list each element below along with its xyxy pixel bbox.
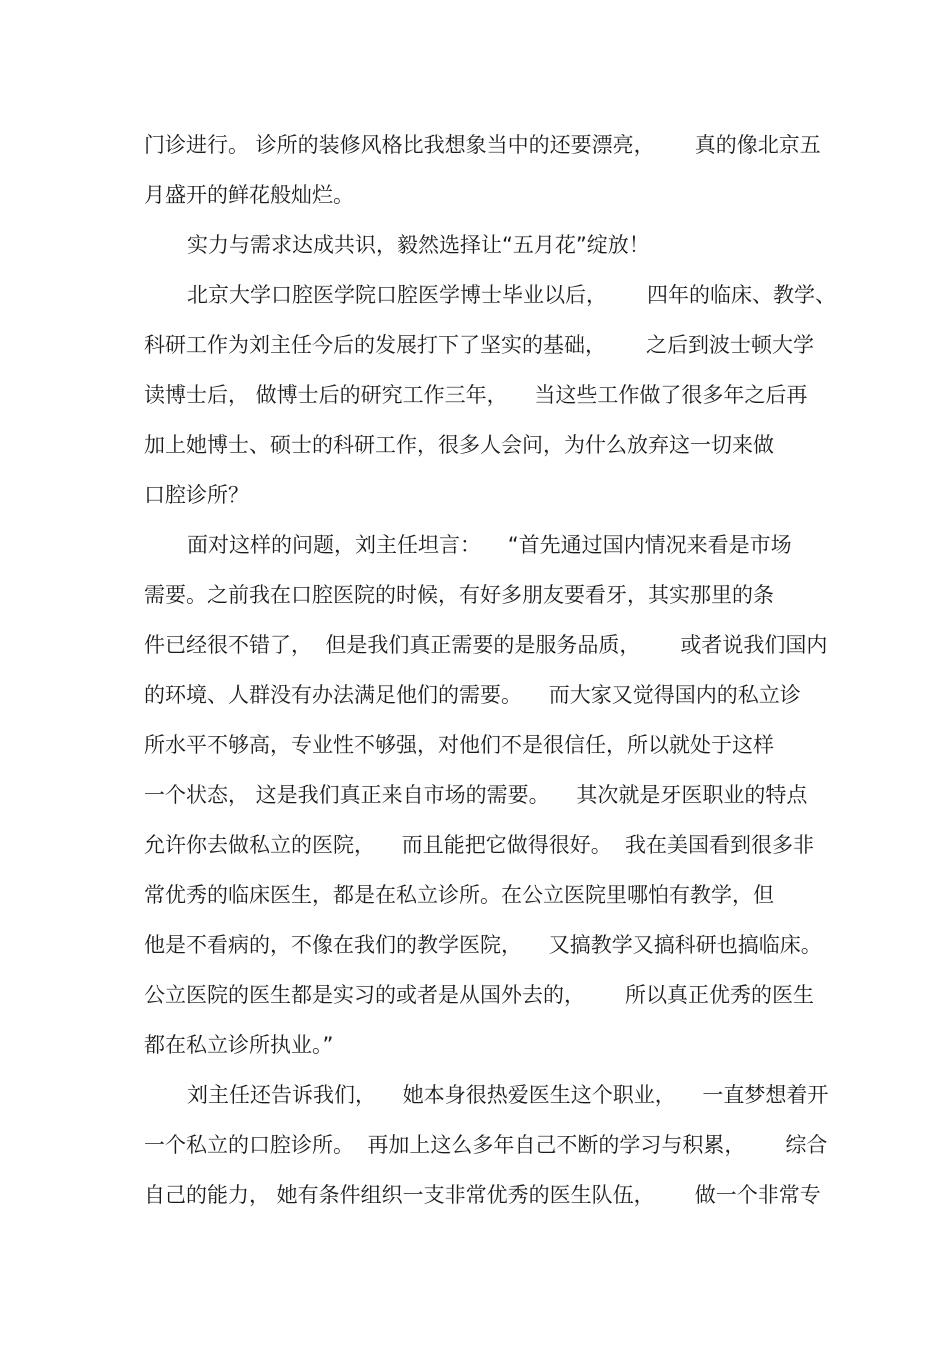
text-line: 需要。之前我在口腔医院的时候，有好多朋友要看牙，其实那里的条 xyxy=(144,583,774,607)
text-line: 月盛开的鲜花般灿烂。 xyxy=(144,183,354,207)
text-line: 实力与需求达成共识，毅然选择让“五月花”绽放！ xyxy=(187,233,650,257)
text-line: 刘主任还告诉我们， 她本身很热爱医生这个职业， 一直梦想着开 xyxy=(187,1083,829,1107)
text-line: 允许你去做私立的医院， 而且能把它做得很好。 我在美国看到很多非 xyxy=(144,833,815,857)
text-line: 读博士后， 做博士后的研究工作三年， 当这些工作做了很多年之后再 xyxy=(144,383,808,407)
text-line: 件已经很不错了， 但是我们真正需要的是服务品质， 或者说我们国内 xyxy=(144,633,828,657)
text-line: 面对这样的问题，刘主任坦言： “首先通过国内情况来看是市场 xyxy=(187,533,792,557)
text-line: 一个状态， 这是我们真正来自市场的需要。 其次就是牙医职业的特点 xyxy=(144,783,808,807)
text-line: 公立医院的医生都是实习的或者是从国外去的， 所以真正优秀的医生 xyxy=(144,983,815,1007)
text-line: 常优秀的临床医生，都是在私立诊所。在公立医院里哪怕有教学，但 xyxy=(144,883,774,907)
text-line: 一个私立的口腔诊所。 再加上这么多年自己不断的学习与积累， 综合 xyxy=(144,1133,828,1157)
text-line: 所水平不够高，专业性不够强，对他们不是很信任，所以就处于这样 xyxy=(144,733,774,757)
text-line: 口腔诊所？ xyxy=(144,483,249,507)
text-line: 门诊进行。 诊所的装修风格比我想象当中的还要漂亮， 真的像北京五 xyxy=(144,133,821,157)
text-line: 加上她博士、硕士的科研工作，很多人会问，为什么放弃这一切来做 xyxy=(144,433,774,457)
text-line: 的环境、人群没有办法满足他们的需要。 而大家又觉得国内的私立诊 xyxy=(144,683,801,707)
text-line: 北京大学口腔医学院口腔医学博士毕业以后， 四年的临床、教学、 xyxy=(187,283,837,307)
text-line: 他是不看病的，不像在我们的教学医院， 又搞教学又搞科研也搞临床。 xyxy=(144,933,822,957)
text-line: 科研工作为刘主任今后的发展打下了坚实的基础， 之后到波士顿大学 xyxy=(144,333,815,357)
body-text xyxy=(144,120,837,1220)
text-line: 都在私立诊所执业。” xyxy=(144,1033,334,1057)
text-line: 自己的能力， 她有条件组织一支非常优秀的医生队伍， 做一个非常专 xyxy=(144,1183,821,1207)
